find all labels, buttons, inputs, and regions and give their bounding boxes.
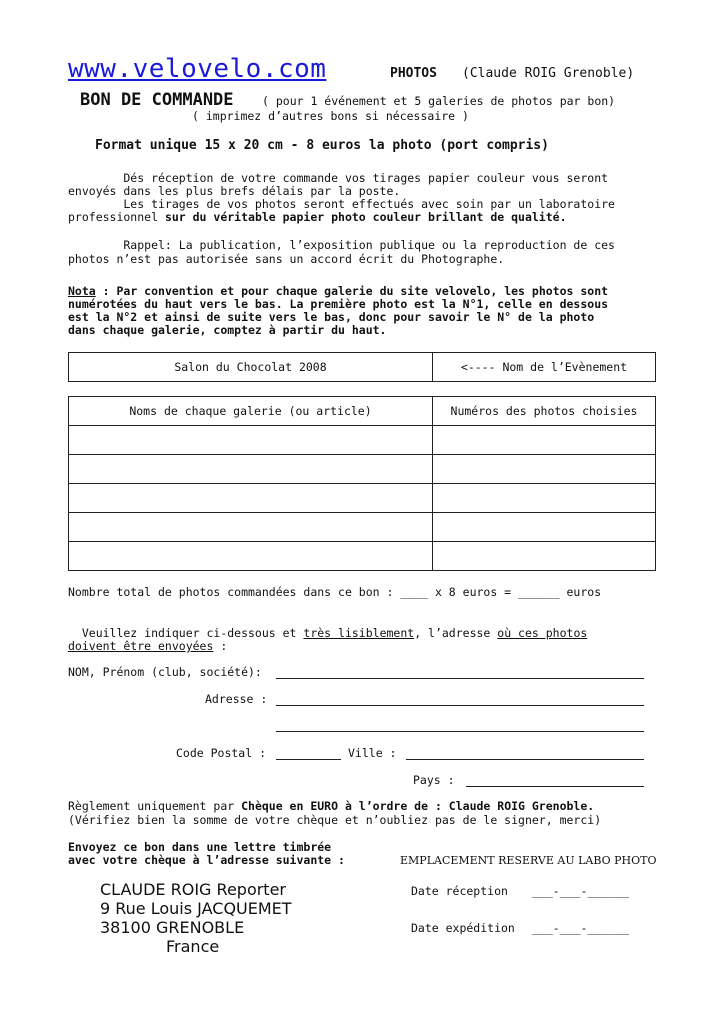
intro-text: professionnel — [68, 210, 165, 224]
nota-line: dans chaque galerie, comptez à partir du haut. — [68, 323, 387, 337]
photo-numbers-cell[interactable] — [433, 455, 656, 484]
code-postal-label: Code Postal : — [176, 746, 267, 760]
date-expedition-label: Date expédition — [411, 921, 515, 935]
nota-label: Nota — [68, 284, 96, 298]
must-be-sent-text: doivent être envoyées — [68, 639, 214, 653]
legibly-text: très lisiblement — [303, 626, 415, 640]
lab-title: EMPLACEMENT RESERVE AU LABO PHOTO — [400, 854, 657, 867]
ville-label: Ville : — [348, 746, 397, 760]
date-reception-label: Date réception — [411, 884, 508, 898]
nota-line: est la N°2 et ainsi de suite vers le bas, donc pour savoir le N° de la photo — [68, 310, 595, 324]
nom-field[interactable] — [276, 678, 644, 679]
photographer-label: (Claude ROIG Grenoble) — [462, 66, 635, 81]
photo-numbers-cell[interactable] — [433, 542, 656, 571]
address-intro-text: , l’adresse — [414, 626, 498, 640]
gallery-header-numbers: Numéros des photos choisies — [433, 397, 656, 426]
where-text: où ces photos — [497, 626, 588, 640]
date-reception-field[interactable]: ___-___-______ — [532, 884, 629, 898]
quality-text: sur du véritable papier photo couleur brillant de qualité. — [164, 210, 567, 224]
date-expedition-field[interactable]: ___-___-______ — [532, 921, 629, 935]
table-row — [69, 484, 656, 513]
photo-numbers-cell[interactable] — [433, 513, 656, 542]
gallery-name-cell[interactable] — [69, 484, 433, 513]
intro-line — [68, 210, 567, 224]
title-note: ( pour 1 événement et 5 galeries de photos par bon) — [262, 94, 616, 108]
payment-note: (Vérifiez bien la somme de votre chèque et n’oubliez pas de le signer, merci) — [68, 813, 602, 827]
adresse-label: Adresse : — [205, 692, 268, 706]
event-table — [68, 352, 656, 382]
gallery-name-cell[interactable] — [69, 426, 433, 455]
total-line[interactable]: Nombre total de photos commandées dans ce bon : ____ x 8 euros = ______ euros — [68, 585, 602, 599]
gallery-header-name: Noms de chaque galerie (ou article) — [69, 397, 433, 426]
postal-line: 9 Rue Louis JACQUEMET — [100, 899, 292, 918]
cheque-text: Chèque en EURO à l’ordre de : Claude ROIG Grenoble. — [241, 799, 595, 813]
payment-text: Règlement uniquement par — [68, 799, 242, 813]
intro-line: photos n’est pas autorisée sans un accord écrit du Photographe. — [68, 252, 505, 266]
address-intro — [68, 639, 227, 653]
address-intro — [68, 626, 587, 640]
payment-line — [68, 799, 594, 813]
intro-line: Les tirages de vos photos seront effectués avec soin par un laboratoire — [68, 197, 615, 211]
site-link[interactable]: www.velovelo.com — [68, 54, 327, 84]
postal-line: France — [166, 937, 220, 956]
print-note: ( imprimez d’autres bons si nécessaire ) — [192, 109, 469, 123]
gallery-name-cell[interactable] — [69, 513, 433, 542]
address-intro-text: Veuillez indiquer ci-dessous et — [68, 626, 304, 640]
ville-field[interactable] — [406, 759, 644, 760]
nom-label: NOM, Prénom (club, société): — [68, 665, 262, 679]
postal-line: CLAUDE ROIG Reporter — [100, 880, 286, 899]
pays-field[interactable] — [466, 786, 644, 787]
intro-line: Dés réception de votre commande vos tirages papier couleur vous seront — [68, 171, 609, 185]
adresse-field[interactable] — [276, 705, 644, 706]
table-row — [69, 455, 656, 484]
event-label-cell: <---- Nom de l’Evènement — [433, 353, 656, 382]
intro-line: Rappel: La publication, l’exposition publique ou la reproduction de ces — [68, 238, 615, 252]
photo-numbers-cell[interactable] — [433, 484, 656, 513]
table-row — [69, 513, 656, 542]
gallery-table — [68, 396, 656, 571]
format-line: Format unique 15 x 20 cm - 8 euros la photo (port compris) — [95, 138, 549, 153]
page-title: BON DE COMMANDE — [80, 90, 234, 110]
photos-label: PHOTOS — [390, 66, 437, 81]
pays-label: Pays : — [413, 773, 455, 787]
postal-line: 38100 GRENOBLE — [100, 918, 245, 937]
send-instruction: Envoyez ce bon dans une lettre timbrée — [68, 840, 332, 854]
photo-numbers-cell[interactable] — [433, 426, 656, 455]
gallery-name-cell[interactable] — [69, 455, 433, 484]
send-instruction: avec votre chèque à l’adresse suivante : — [68, 853, 345, 867]
table-row — [69, 542, 656, 571]
address-intro-text: : — [213, 639, 228, 653]
gallery-name-cell[interactable] — [69, 542, 433, 571]
intro-line: envoyés dans les plus brefs délais par la poste. — [68, 184, 401, 198]
nota-line — [68, 284, 608, 298]
adresse-field-2[interactable] — [276, 731, 644, 732]
table-row — [69, 426, 656, 455]
nota-text: : Par convention et pour chaque galerie du site velovelo, les photos sont — [95, 284, 609, 298]
nota-line: numérotées du haut vers le bas. La première photo est la N°1, celle en dessous — [68, 297, 609, 311]
event-name-cell[interactable]: Salon du Chocolat 2008 — [69, 353, 433, 382]
code-postal-field[interactable] — [276, 759, 341, 760]
